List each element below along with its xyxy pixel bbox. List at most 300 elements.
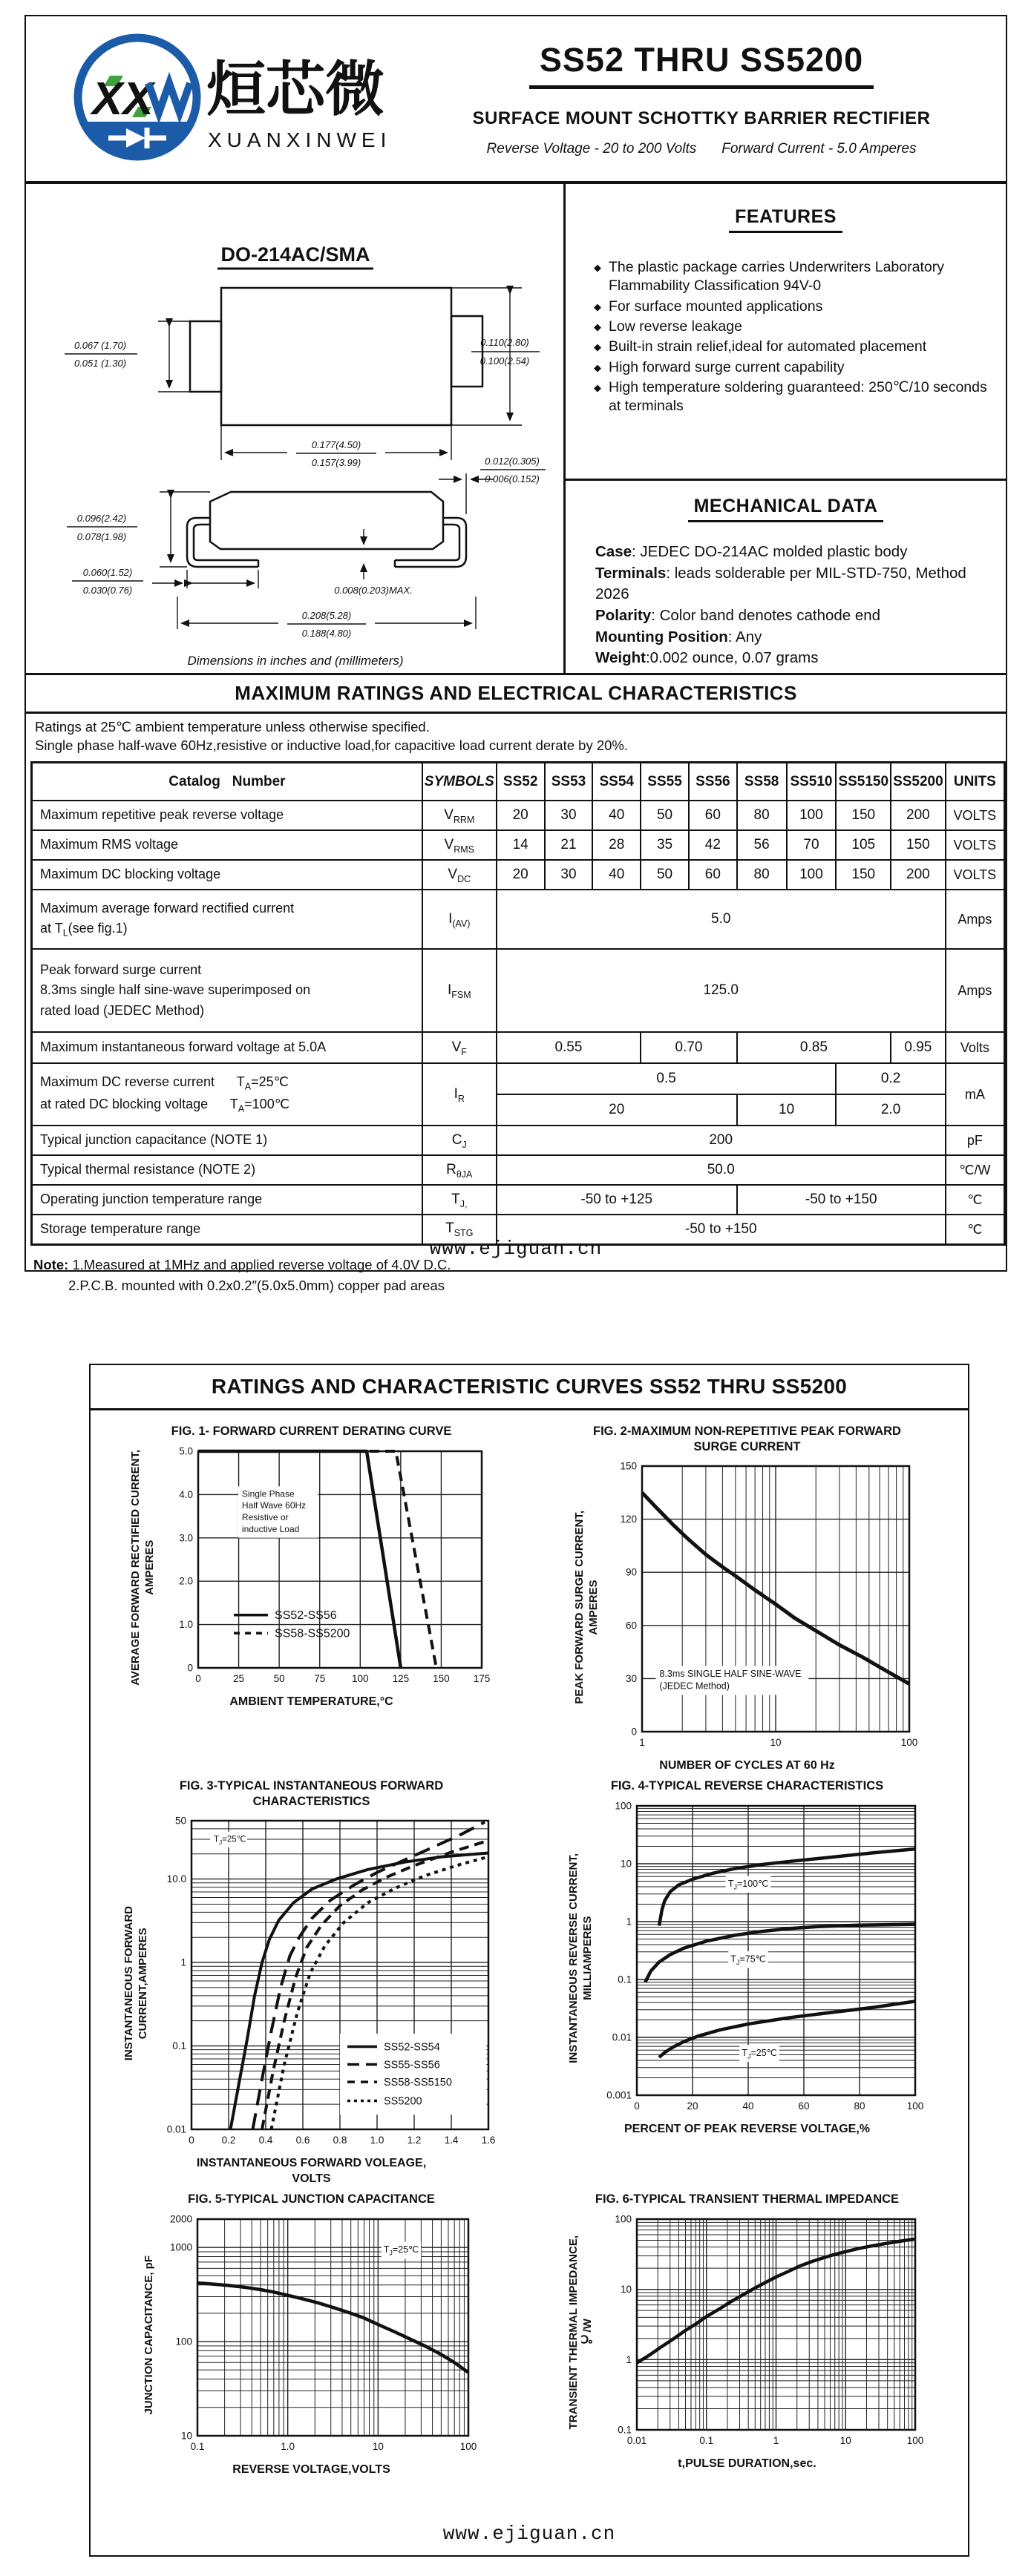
legend-label: SS52-SS54 xyxy=(384,2041,441,2054)
table-row xyxy=(32,1126,1005,1155)
mech-label: Mounting Position xyxy=(595,628,728,645)
value-cell: 125.0 xyxy=(497,949,946,1032)
x-axis-label: REVERSE VOLTAGE,VOLTS xyxy=(232,2462,390,2476)
table-row xyxy=(32,1063,1005,1094)
y-tick-label: 10 xyxy=(620,1858,632,1870)
annotation: $T_J=25℃$ xyxy=(742,2047,777,2060)
x-tick-label: 1.6 xyxy=(481,2135,496,2146)
bullet-icon: ◆ xyxy=(594,341,601,353)
fig6-plot xyxy=(597,2210,927,2455)
x-tick-label: 175 xyxy=(473,1672,491,1684)
feature-text: High temperature soldering guaranteed: 250℃/10 seconds at terminals xyxy=(609,379,987,415)
y-axis-label: JUNCTION CAPACITANCE, pF xyxy=(142,2255,155,2415)
x-tick-label: 50 xyxy=(273,1672,285,1684)
dim-label: 0.110(2.80) xyxy=(480,337,529,348)
note-line: 2.P.C.B. mounted with 0.2x0.2″(5.0x5.0mm) copper pad areas xyxy=(68,1277,445,1293)
dim-foot-length xyxy=(152,570,258,588)
y-tick-label: 10 xyxy=(620,2283,632,2295)
mech-value: : Any xyxy=(727,628,762,645)
note-label: Note: xyxy=(33,1256,69,1272)
figure-fig5 xyxy=(94,2192,529,2477)
legend-label: SS58-SS5150 xyxy=(384,2077,453,2089)
device-header: SS53 xyxy=(545,762,593,801)
notes xyxy=(33,1255,1006,1296)
package-side-view xyxy=(187,492,466,567)
x-axis-label: INSTANTANEOUS FORWARD VOLEAGE, VOLTS xyxy=(196,2157,427,2186)
figure-fig4 xyxy=(529,1778,965,2187)
figure-title: FIG. 5-TYPICAL JUNCTION CAPACITANCE xyxy=(188,2192,435,2206)
unit-cell: VOLTS xyxy=(946,830,1005,860)
figure-body xyxy=(567,2210,927,2455)
y-tick-label: 30 xyxy=(626,1673,638,1685)
value-cell: 50.0 xyxy=(497,1155,946,1185)
x-tick-label: 150 xyxy=(433,1672,450,1684)
logo-chinese: 烜芯微 xyxy=(206,56,384,122)
y-tick-label: 0.01 xyxy=(612,2031,632,2043)
doc-tagline xyxy=(487,141,917,157)
dim-label: 0.096(2.42) xyxy=(76,513,127,524)
website-url: www.ejiguan.cn xyxy=(442,2523,616,2545)
series-TJ=75C xyxy=(645,1924,915,1982)
mech-label: Case xyxy=(595,543,632,560)
x-tick-label: 10 xyxy=(373,2440,384,2452)
feature-text: Built-in strain relief,ideal for automated placement xyxy=(609,338,927,355)
value-cell: 50 xyxy=(641,801,689,830)
x-tick-label: 75 xyxy=(314,1672,326,1684)
y-tick-label: 2000 xyxy=(170,2213,193,2225)
logo-graphic xyxy=(67,27,416,168)
bullet-icon: ◆ xyxy=(594,382,601,394)
value-cell: 100 xyxy=(787,860,837,890)
y-axis-label: INSTANTANEOUS FORWARD CURRENT,AMPERES xyxy=(122,1906,149,2061)
dim-label: 0.006(0.152) xyxy=(485,473,540,484)
value-cell: 28 xyxy=(592,830,641,860)
x-tick-label: 0.4 xyxy=(258,2135,273,2146)
value-cell: 20 xyxy=(497,801,545,830)
value-cell: 70 xyxy=(787,830,837,860)
value-cell: 30 xyxy=(545,860,593,890)
x-axis-label: NUMBER OF CYCLES AT 60 Hz xyxy=(659,1759,835,1772)
unit-cell: VOLTS xyxy=(946,801,1005,830)
mech-value: : Color band denotes cathode end xyxy=(651,607,881,625)
table-row xyxy=(32,1032,1005,1063)
device-header: SS58 xyxy=(737,762,787,801)
value-cell: -50 to +125 xyxy=(497,1185,737,1215)
x-tick-label: 125 xyxy=(392,1672,410,1684)
device-header: SS54 xyxy=(592,762,641,801)
logo-latin: XUANXINWEI xyxy=(208,128,392,151)
y-tick-label: 100 xyxy=(175,2336,193,2347)
y-tick-label: 0.1 xyxy=(172,2040,187,2052)
row-symbol: $V_{RRM}$ xyxy=(422,801,497,830)
mechanical-data-section xyxy=(566,481,1006,673)
annotation: Half Wave 60Hz xyxy=(242,1499,307,1511)
note-text: 1.Measured at 1MHz and applied reverse voltage of 4.0V D.C. xyxy=(68,1256,451,1272)
fig2-plot xyxy=(602,1457,921,1757)
y-tick-label: 1 xyxy=(626,2353,632,2365)
y-tick-label: 150 xyxy=(620,1460,638,1472)
ratings-table xyxy=(30,761,1006,1246)
device-header: SS5200 xyxy=(891,762,946,801)
figure-body xyxy=(129,1442,494,1693)
x-tick-label: 20 xyxy=(687,2100,698,2112)
y-tick-label: 2.0 xyxy=(179,1575,194,1587)
y-tick-label: 1.0 xyxy=(179,1618,194,1630)
row-label: Operating junction temperature range xyxy=(32,1185,422,1215)
x-tick-label: 0 xyxy=(633,2100,640,2112)
y-tick-label: 0.1 xyxy=(617,1974,632,1985)
package-and-features xyxy=(26,184,1006,675)
device-header: SS5150 xyxy=(836,762,891,801)
legend-label: SS58-SS5200 xyxy=(275,1626,350,1640)
package-caption: Dimensions in inches and (millimeters) xyxy=(187,654,404,668)
dim-label: 0.012(0.305) xyxy=(485,456,540,467)
legend-label: SS5200 xyxy=(384,2095,422,2108)
device-header: SS56 xyxy=(689,762,737,801)
unit-cell: mA xyxy=(946,1063,1005,1126)
feature-item xyxy=(594,318,992,336)
dim-label: 0.030(0.76) xyxy=(82,585,133,596)
x-tick-label: 0.01 xyxy=(626,2434,647,2446)
figure-body xyxy=(143,2210,481,2461)
value-cell: 2.0 xyxy=(836,1094,945,1126)
annotation: Single Phase xyxy=(242,1488,295,1499)
row-symbol: $V_F$ xyxy=(422,1032,497,1063)
annotation: $T_J=100℃$ xyxy=(727,1878,768,1891)
device-header: SS52 xyxy=(497,762,545,801)
charts-grid xyxy=(91,1410,968,2477)
series-TJ=100C xyxy=(659,1849,915,1925)
figure-title: FIG. 1- FORWARD CURRENT DERATING CURVE xyxy=(171,1425,452,1438)
package-top-view xyxy=(190,288,482,425)
ratings-intro-line2: Single phase half-wave 60Hz,resistive or inductive load,for capacitive load current derate by 20%. xyxy=(35,737,629,753)
dim-label: 0.157(3.99) xyxy=(311,457,361,468)
y-axis-label: INSTANTANEOUS REVERSE CURRENT, MILLIAMPERES xyxy=(567,1853,594,2064)
figure-title: FIG. 4-TYPICAL REVERSE CHARACTERISTICS xyxy=(610,1779,884,1793)
y-tick-label: 10 xyxy=(181,2430,193,2442)
value-cell: 200 xyxy=(891,801,946,830)
row-symbol: $C_J$ xyxy=(422,1126,497,1155)
dim-pkg-height xyxy=(160,492,210,567)
value-cell: 50 xyxy=(641,860,689,890)
value-cell: 60 xyxy=(689,860,737,890)
value-cell: 150 xyxy=(891,830,946,860)
dim-label: 0.078(1.98) xyxy=(76,531,127,542)
y-tick-label: 90 xyxy=(626,1566,638,1578)
x-tick-label: 100 xyxy=(906,2434,924,2446)
figure-fig3 xyxy=(94,1778,529,2187)
website-url: www.ejiguan.cn xyxy=(429,1238,603,1260)
x-tick-label: 100 xyxy=(460,2440,477,2452)
y-tick-label: 1000 xyxy=(170,2241,193,2253)
value-cell: 150 xyxy=(836,801,891,830)
value-cell: 80 xyxy=(737,860,787,890)
row-label: Maximum DC blocking voltage xyxy=(32,860,422,890)
annotation: $T_J=25℃$ xyxy=(384,2244,419,2257)
row-symbol: $T_{J,}$ xyxy=(422,1185,497,1215)
dim-label: 0.060(1.52) xyxy=(82,567,133,578)
x-tick-label: 0.6 xyxy=(295,2135,310,2146)
features-mechanical-column xyxy=(566,184,1006,673)
value-cell: 20 xyxy=(497,1094,737,1126)
row-label: Maximum repetitive peak reverse voltage xyxy=(32,801,422,830)
annotation: inductive Load xyxy=(242,1523,300,1534)
mech-label: Terminals xyxy=(595,564,667,582)
feature-text: The plastic package carries Underwriters Laboratory Flammability Classification 94V-0 xyxy=(609,259,944,295)
x-tick-label: 0.1 xyxy=(699,2434,713,2446)
annotation: (JEDEC Method) xyxy=(659,1680,730,1692)
table-header-row xyxy=(32,762,1005,801)
package-outline-drawing xyxy=(26,184,566,674)
x-tick-label: 100 xyxy=(352,1672,369,1684)
y-tick-label: 1 xyxy=(180,1956,187,1968)
fig1-plot xyxy=(158,1442,494,1693)
y-tick-label: 0.01 xyxy=(166,2123,187,2135)
value-cell: 200 xyxy=(891,860,946,890)
fig4-plot xyxy=(597,1797,927,2120)
features-list xyxy=(594,258,992,416)
row-label: Maximum average forward rectified current at $T_L(see$ fig.1) xyxy=(32,890,422,949)
unit-cell: pF xyxy=(946,1126,1005,1155)
value-cell: 0.70 xyxy=(641,1032,737,1063)
mechanical-lines xyxy=(595,542,988,669)
annotation: $T_J=25℃$ xyxy=(214,1835,246,1847)
value-cell: 80 xyxy=(737,801,787,830)
x-tick-label: 0.2 xyxy=(221,2135,236,2146)
x-tick-label: 0.1 xyxy=(190,2440,205,2452)
y-axis-label: AVERAGE FORWARD RECTIFIED CURRENT, AMPERES xyxy=(128,1449,156,1686)
figure-fig1 xyxy=(94,1424,529,1774)
x-tick-label: 10 xyxy=(770,1737,782,1749)
x-tick-label: 0 xyxy=(189,2135,195,2146)
device-header: SS510 xyxy=(787,762,837,801)
x-tick-label: 1 xyxy=(639,1737,646,1749)
y-tick-label: 0.001 xyxy=(606,2089,632,2101)
x-axis-label: AMBIENT TEMPERATURE,°C xyxy=(229,1695,393,1708)
value-cell: 100 xyxy=(787,801,837,830)
value-cell: 35 xyxy=(641,830,689,860)
y-tick-label: 10.0 xyxy=(166,1873,187,1885)
tagline-forward-current: Forward Current - 5.0 Amperes xyxy=(721,140,917,157)
x-axis-label: PERCENT OF PEAK REVERSE VOLTAGE,% xyxy=(623,2122,870,2135)
value-cell: 0.85 xyxy=(737,1032,891,1063)
row-label: Typical thermal resistance (NOTE 2) xyxy=(32,1155,422,1185)
y-tick-label: 5.0 xyxy=(179,1445,194,1457)
unit-cell: ℃ xyxy=(946,1215,1005,1244)
value-cell: 40 xyxy=(592,860,641,890)
x-tick-label: 1.4 xyxy=(444,2135,459,2146)
row-symbol: $T_{STG}$ xyxy=(422,1215,497,1244)
bullet-icon: ◆ xyxy=(594,300,601,312)
dim-label: 0.177(4.50) xyxy=(311,439,361,450)
value-cell: 0.5 xyxy=(497,1063,837,1094)
row-label: Maximum DC reverse current $T_A=25℃$ at rated DC blocking voltage $T_A=100℃$ xyxy=(32,1063,422,1126)
bullet-icon: ◆ xyxy=(594,262,601,273)
unit-cell: Amps xyxy=(946,949,1005,1032)
y-tick-label: 0 xyxy=(187,1662,194,1674)
figure-title: FIG. 2-MAXIMUM NON-REPETITIVE PEAK FORWARD SURGE CURRENT xyxy=(593,1425,901,1453)
figure-fig6 xyxy=(529,2192,965,2477)
y-tick-label: 0 xyxy=(631,1726,638,1738)
x-tick-label: 1.2 xyxy=(407,2135,422,2146)
row-symbol: $V_{DC}$ xyxy=(422,860,497,890)
value-cell: 10 xyxy=(737,1094,837,1126)
fig3-plot xyxy=(151,1812,500,2155)
feature-item xyxy=(594,378,992,416)
ratings-section-title: MAXIMUM RATINGS AND ELECTRICAL CHARACTERISTICS xyxy=(26,675,1006,714)
y-tick-label: 100 xyxy=(615,1800,632,1812)
value-cell: 21 xyxy=(545,830,593,860)
header xyxy=(26,16,1006,184)
y-tick-label: 50 xyxy=(175,1815,187,1827)
unit-cell: VOLTS xyxy=(946,860,1005,890)
feature-text: High forward surge current capability xyxy=(609,358,845,375)
doc-subtitle: SURFACE MOUNT SCHOTTKY BARRIER RECTIFIER xyxy=(472,108,931,128)
page-1 xyxy=(24,15,1007,1293)
y-tick-label: 120 xyxy=(620,1514,638,1525)
x-tick-label: 100 xyxy=(900,1737,918,1749)
unit-cell: Amps xyxy=(946,890,1005,949)
row-label: Peak forward surge current 8.3ms single half sine-wave superimposed on rated load (JEDEC Method) xyxy=(32,949,422,1032)
x-tick-label: 1.0 xyxy=(281,2440,295,2452)
package-drawing xyxy=(26,184,566,673)
value-cell: 200 xyxy=(497,1126,946,1155)
dim-label: 0.067 (1.70) xyxy=(73,340,127,351)
figure-body xyxy=(122,1812,501,2155)
figure-body xyxy=(567,1797,927,2120)
logo-monogram: XX xyxy=(92,73,154,125)
table-row xyxy=(32,890,1005,949)
table-row xyxy=(32,949,1005,1032)
doc-title: SS52 THRU SS5200 xyxy=(529,41,874,89)
row-label: Maximum RMS voltage xyxy=(32,830,422,860)
x-tick-label: 10 xyxy=(839,2434,851,2446)
dim-lead-height xyxy=(158,321,190,392)
x-tick-label: 40 xyxy=(742,2100,754,2112)
figure-body xyxy=(573,1457,922,1757)
value-cell: -50 to +150 xyxy=(497,1215,946,1244)
annotation: $T_J=75℃$ xyxy=(730,1954,766,1966)
dim-label: 0.188(4.80) xyxy=(301,628,352,639)
symbols-header: SYMBOLS xyxy=(422,762,497,801)
features-title: FEATURES xyxy=(729,206,842,233)
mech-label: Polarity xyxy=(595,607,652,625)
mech-label: Weight xyxy=(595,649,646,667)
y-axis-label: PEAK FORWARD SURGE CURRENT, AMPERES xyxy=(572,1510,600,1704)
row-label: Typical junction capacitance (NOTE 1) xyxy=(32,1126,422,1155)
value-cell: 40 xyxy=(592,801,641,830)
figure-title: FIG. 6-TYPICAL TRANSIENT THERMAL IMPEDANCE xyxy=(595,2192,900,2206)
fig5-plot xyxy=(157,2210,480,2461)
annotation: Resistive or xyxy=(242,1511,289,1522)
feature-item xyxy=(594,358,992,377)
x-tick-label: 80 xyxy=(854,2100,865,2112)
feature-text: Low reverse leakage xyxy=(609,318,742,335)
value-cell: 30 xyxy=(545,801,593,830)
y-tick-label: 100 xyxy=(615,2213,632,2225)
row-label: Storage temperature range xyxy=(32,1215,422,1244)
unit-cell: ℃ xyxy=(946,1185,1005,1215)
dim-label: 0.008(0.203)MAX. xyxy=(334,585,413,596)
x-tick-label: 25 xyxy=(233,1672,245,1684)
feature-text: For surface mounted applications xyxy=(609,298,823,315)
value-cell: 42 xyxy=(689,830,737,860)
table-row xyxy=(32,1185,1005,1215)
value-cell: 0.55 xyxy=(497,1032,641,1063)
ratings-intro xyxy=(26,714,1006,761)
value-cell: 0.95 xyxy=(891,1032,946,1063)
dim-label: 0.051 (1.30) xyxy=(73,358,127,369)
row-symbol: $I_{FSM}$ xyxy=(422,949,497,1032)
unit-cell: Volts xyxy=(946,1032,1005,1063)
x-tick-label: 100 xyxy=(906,2100,924,2112)
y-tick-label: 0.1 xyxy=(617,2424,632,2436)
y-tick-label: 3.0 xyxy=(179,1531,194,1543)
table-row xyxy=(32,860,1005,890)
bullet-icon: ◆ xyxy=(594,361,601,373)
unit-cell: ℃/W xyxy=(946,1155,1005,1185)
x-tick-label: 1.0 xyxy=(370,2135,384,2146)
page-2 xyxy=(89,1364,969,2557)
legend-label: SS52-SS56 xyxy=(275,1609,337,1622)
mech-value: :0.002 ounce, 0.07 grams xyxy=(645,649,819,667)
mech-value: : leads solderable per MIL-STD-750, Method 2026 xyxy=(595,564,966,603)
x-tick-label: 0.8 xyxy=(333,2135,347,2146)
value-cell: 0.2 xyxy=(836,1063,945,1094)
y-tick-label: 60 xyxy=(626,1620,638,1632)
value-cell: 5.0 xyxy=(497,890,946,949)
row-symbol: $R_{\theta JA}$ xyxy=(422,1155,497,1185)
table-row xyxy=(32,801,1005,830)
value-cell: 14 xyxy=(497,830,545,860)
curves-page-title: RATINGS AND CHARACTERISTIC CURVES SS52 THRU SS5200 xyxy=(91,1365,968,1410)
dim-label: 0.100(2.54) xyxy=(480,355,530,367)
mech-value: : JEDEC DO-214AC molded plastic body xyxy=(632,543,908,560)
dim-label: 0.208(5.28) xyxy=(301,610,352,621)
row-label: Maximum instantaneous forward voltage at 5.0A xyxy=(32,1032,422,1063)
feature-item xyxy=(594,258,992,296)
features-section xyxy=(566,184,1006,481)
package-title: DO-214AC/SMA xyxy=(220,243,370,266)
ratings-intro-line1: Ratings at 25℃ ambient temperature unless otherwise specified. xyxy=(35,719,430,735)
feature-item xyxy=(594,338,992,356)
legend-label: SS55-SS56 xyxy=(384,2059,441,2071)
value-cell: 150 xyxy=(836,860,891,890)
y-tick-label: 4.0 xyxy=(179,1488,194,1500)
header-titles xyxy=(442,41,961,157)
row-symbol: $I_R$ xyxy=(422,1063,497,1126)
catalog-number-header: Catalog Number xyxy=(32,762,422,801)
figure-title: FIG. 3-TYPICAL INSTANTANEOUS FORWARD CHARACTERISTICS xyxy=(179,1779,444,1808)
value-cell: 56 xyxy=(737,830,787,860)
feature-item xyxy=(594,298,992,316)
mechanical-title: MECHANICAL DATA xyxy=(688,496,884,522)
row-symbol: $I_{(AV)}$ xyxy=(422,890,497,949)
x-axis-label: t,PULSE DURATION,sec. xyxy=(678,2457,816,2470)
value-cell: 60 xyxy=(689,801,737,830)
device-header: SS55 xyxy=(641,762,689,801)
x-tick-label: 0 xyxy=(195,1672,202,1684)
row-symbol: $V_{RMS}$ xyxy=(422,830,497,860)
y-axis-label: TRANSIENT THERMAL IMPEDANCE, ℃/W xyxy=(567,2235,594,2430)
units-header: UNITS xyxy=(946,762,1005,801)
table-row xyxy=(32,830,1005,860)
value-cell: 105 xyxy=(836,830,891,860)
annotation: 8.3ms SINGLE HALF SINE-WAVE xyxy=(659,1669,802,1680)
x-tick-label: 60 xyxy=(798,2100,810,2112)
value-cell: 20 xyxy=(497,860,545,890)
y-tick-label: 1 xyxy=(626,1916,632,1928)
